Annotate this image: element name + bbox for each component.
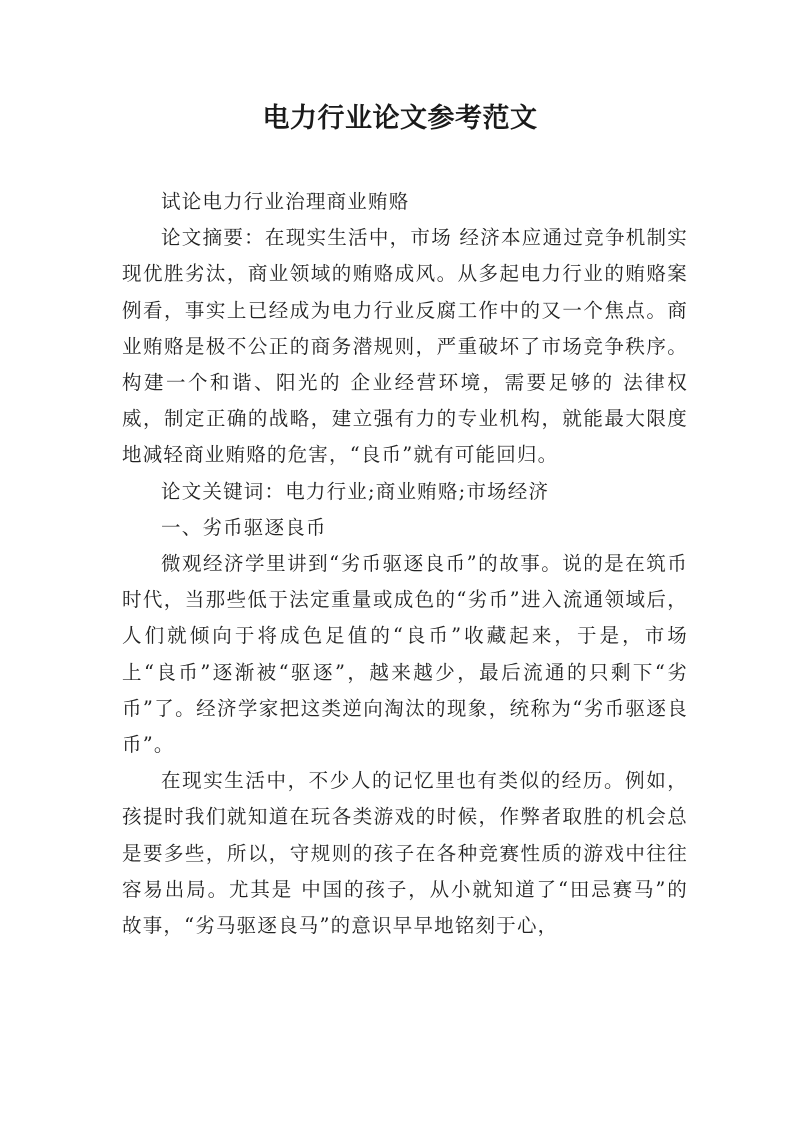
document-title: 电力行业论文参考范文 — [262, 103, 538, 134]
body-paragraph: 微观经济学里讲到“劣币驱逐良币”的故事。说的是在筑币时代，当那些低于法定重量或成色的“劣币”进入流通领域后，人们就倾向于将成色足值的“良币”收藏起来，于是，市场上“良币”逐渐被“驱逐”，越来越少，最后流通的只剩下“劣币”了。经济学家把这类逆向淘汰的现象，统称为“劣币驱逐良币”。 — [122, 552, 688, 757]
abstract-paragraph: 论文摘要：在现实生活中，市场 经济本应通过竞争机制实现优胜劣汰，商业领域的贿赂成风。从多起电力行业的贿赂案例看，事实上已经成为电力行业反腐工作中的又一个焦点。商业贿赂是极不公正的商务潜规则，严重破坏了市场竞争秩序。构建一个和谐、阳光的 企业经营环境，需要足够的 法律权威，制定正确的战略，建立强有力的专业机构，就能最大限度地减轻商业贿赂的危害，“良币”就有可能回归。 — [122, 226, 688, 467]
document-body — [122, 184, 688, 944]
body-paragraph: 在现实生活中，不少人的记忆里也有类似的经历。例如，孩提时我们就知道在玩各类游戏的时候，作弊者取胜的机会总是要多些，所以，守规则的孩子在各种竞赛性质的游戏中往往容易出局。尤其是 中国的孩子，从小就知道了“田忌赛马”的故事，“劣马驱逐良马”的意识早早地铭刻于心， — [122, 769, 688, 938]
section-heading: 一、劣币驱逐良币 — [161, 515, 327, 539]
keywords-paragraph: 论文关键词：电力行业;商业贿赂;市场经济 — [161, 479, 550, 503]
subtitle-paragraph: 试论电力行业治理商业贿赂 — [161, 190, 410, 213]
